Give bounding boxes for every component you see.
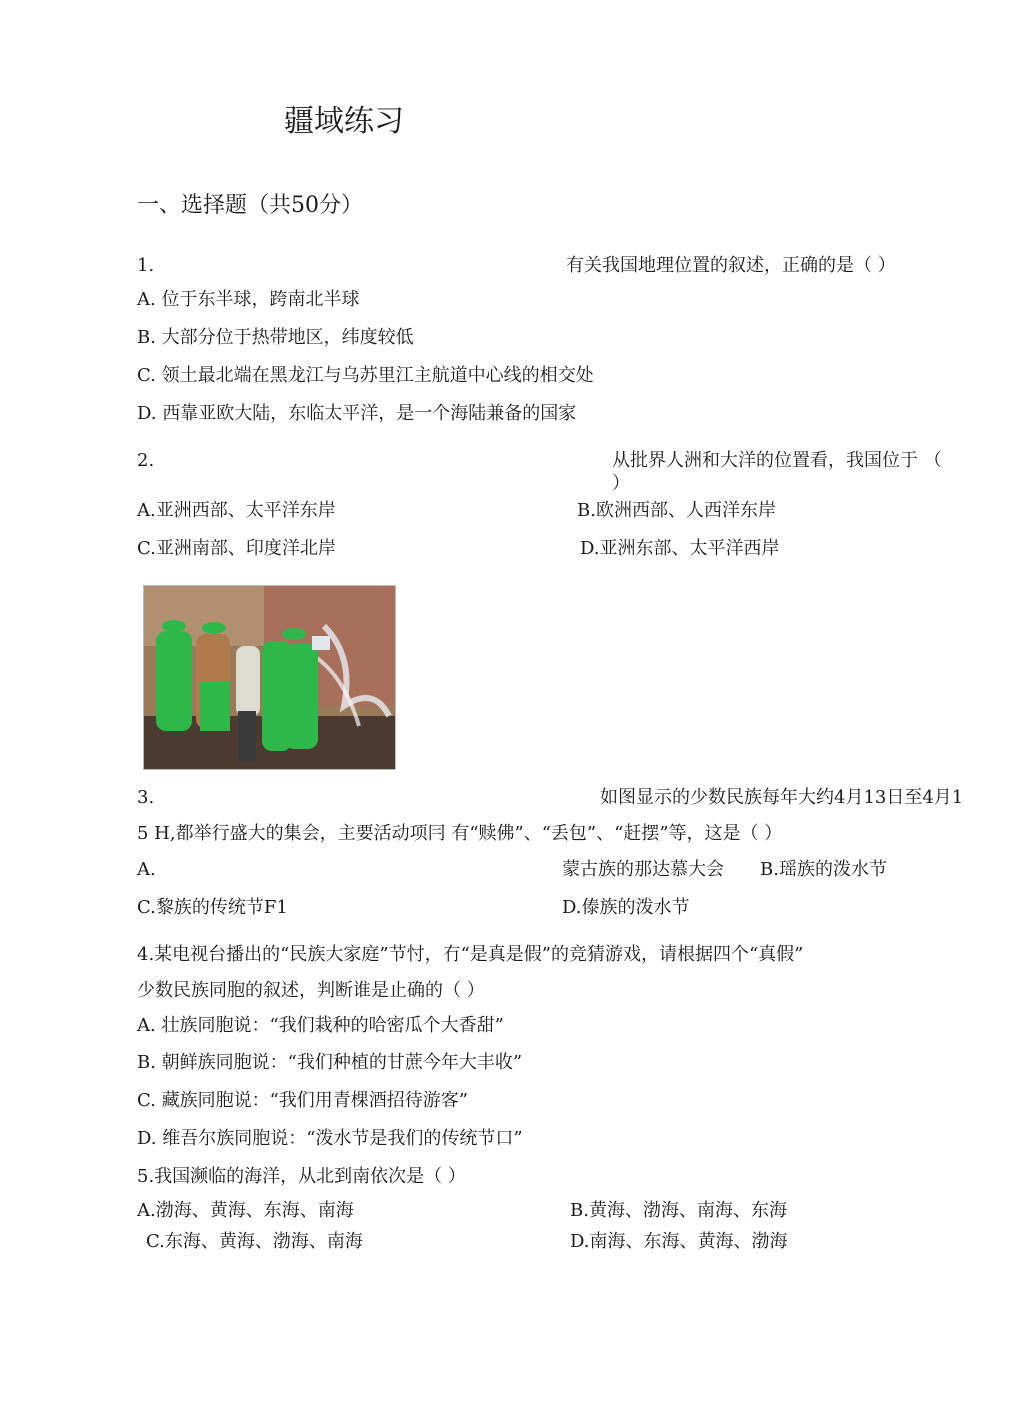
q4-option-a: A. 壮族同胞说：“我们栽种的哈密瓜个大香甜”: [137, 1015, 504, 1036]
q4-stem-line1: 4.某电视台播出的“民族大家庭”节忖，冇“是真是假”的竞猜游戏，请根据四个“真假”: [137, 944, 804, 965]
q5-option-a: A.渤海、黄海、东海、南海: [137, 1200, 354, 1221]
q5-option-b: B.黄海、渤海、南海、东海: [570, 1200, 787, 1221]
q4-option-c: C. 藏族同胞说：“我们用青棵酒招待游客”: [137, 1090, 468, 1111]
q3-option-a-label: A.: [137, 859, 156, 880]
q4-stem-line2: 少数民族同胞的叙述，判断谁是止确的（ ）: [137, 980, 485, 1001]
q4-option-b: B. 朝鲜族同胞说：“我们种植的甘蔗今年大丰收”: [137, 1052, 523, 1073]
q5-option-d: D.南海、东海、黄海、渤海: [570, 1231, 788, 1252]
q3-option-b: B.瑶族的泼水节: [760, 859, 887, 880]
q2-option-d: D.亚洲东部、太平洋西岸: [580, 538, 780, 559]
page-title: 疆域练习: [284, 104, 404, 139]
q5-stem: 5.我国濒临的海洋，从北到南依次是（ ）: [137, 1166, 466, 1187]
section-heading: 一、选择题（共50分）: [137, 193, 363, 218]
q2-number: 2.: [137, 450, 155, 471]
q1-option-d: D. 西靠亚欧大陆，东临太平洋，是一个海陆兼备的国家: [137, 403, 577, 424]
q1-stem: 有关我国地理位置的叙述，正确的是（ ）: [566, 255, 896, 276]
q2-option-b: B.欧洲西部、人西洋东岸: [577, 500, 776, 521]
q2-stem-end: ）: [612, 473, 630, 494]
q3-option-a: 蒙古族的那达慕大会: [562, 859, 724, 880]
q1-option-a: A. 位于东半球，跨南北半球: [137, 289, 360, 310]
q2-option-a: A.亚洲西部、太平洋东岸: [137, 500, 336, 521]
q3-stem-line2: 5 H,都举行盛大的集会，主要活动项冃 有“赎佛”、“丢包”、“赶摆”等，这是（ ）: [137, 823, 783, 844]
q2-stem: 从批界人洲和大洋的位置看，我国位于 （: [612, 450, 942, 471]
q1-number: 1.: [137, 255, 155, 276]
q5-option-c: C.东海、黄海、渤海、南海: [146, 1231, 363, 1252]
festival-photo: [143, 585, 396, 770]
q3-option-c: C.黎族的传统节F1: [137, 897, 288, 918]
q3-stem: 如图显示的少数民族每年大约4月13日至4月1: [600, 787, 964, 808]
q1-option-c: C. 领土最北端在黑龙江与乌苏里江主航道中心线的相交处: [137, 365, 594, 386]
q4-option-d: D. 维吾尔族同胞说：“泼水节是我们的传统节口”: [137, 1128, 523, 1149]
q3-option-d: D.傣族的泼水节: [562, 897, 690, 918]
q1-option-b: B. 大部分位于热带地区，纬度较低: [137, 327, 414, 348]
q2-option-c: C.亚洲南部、印度洋北岸: [137, 538, 336, 559]
q3-number: 3.: [137, 787, 155, 808]
